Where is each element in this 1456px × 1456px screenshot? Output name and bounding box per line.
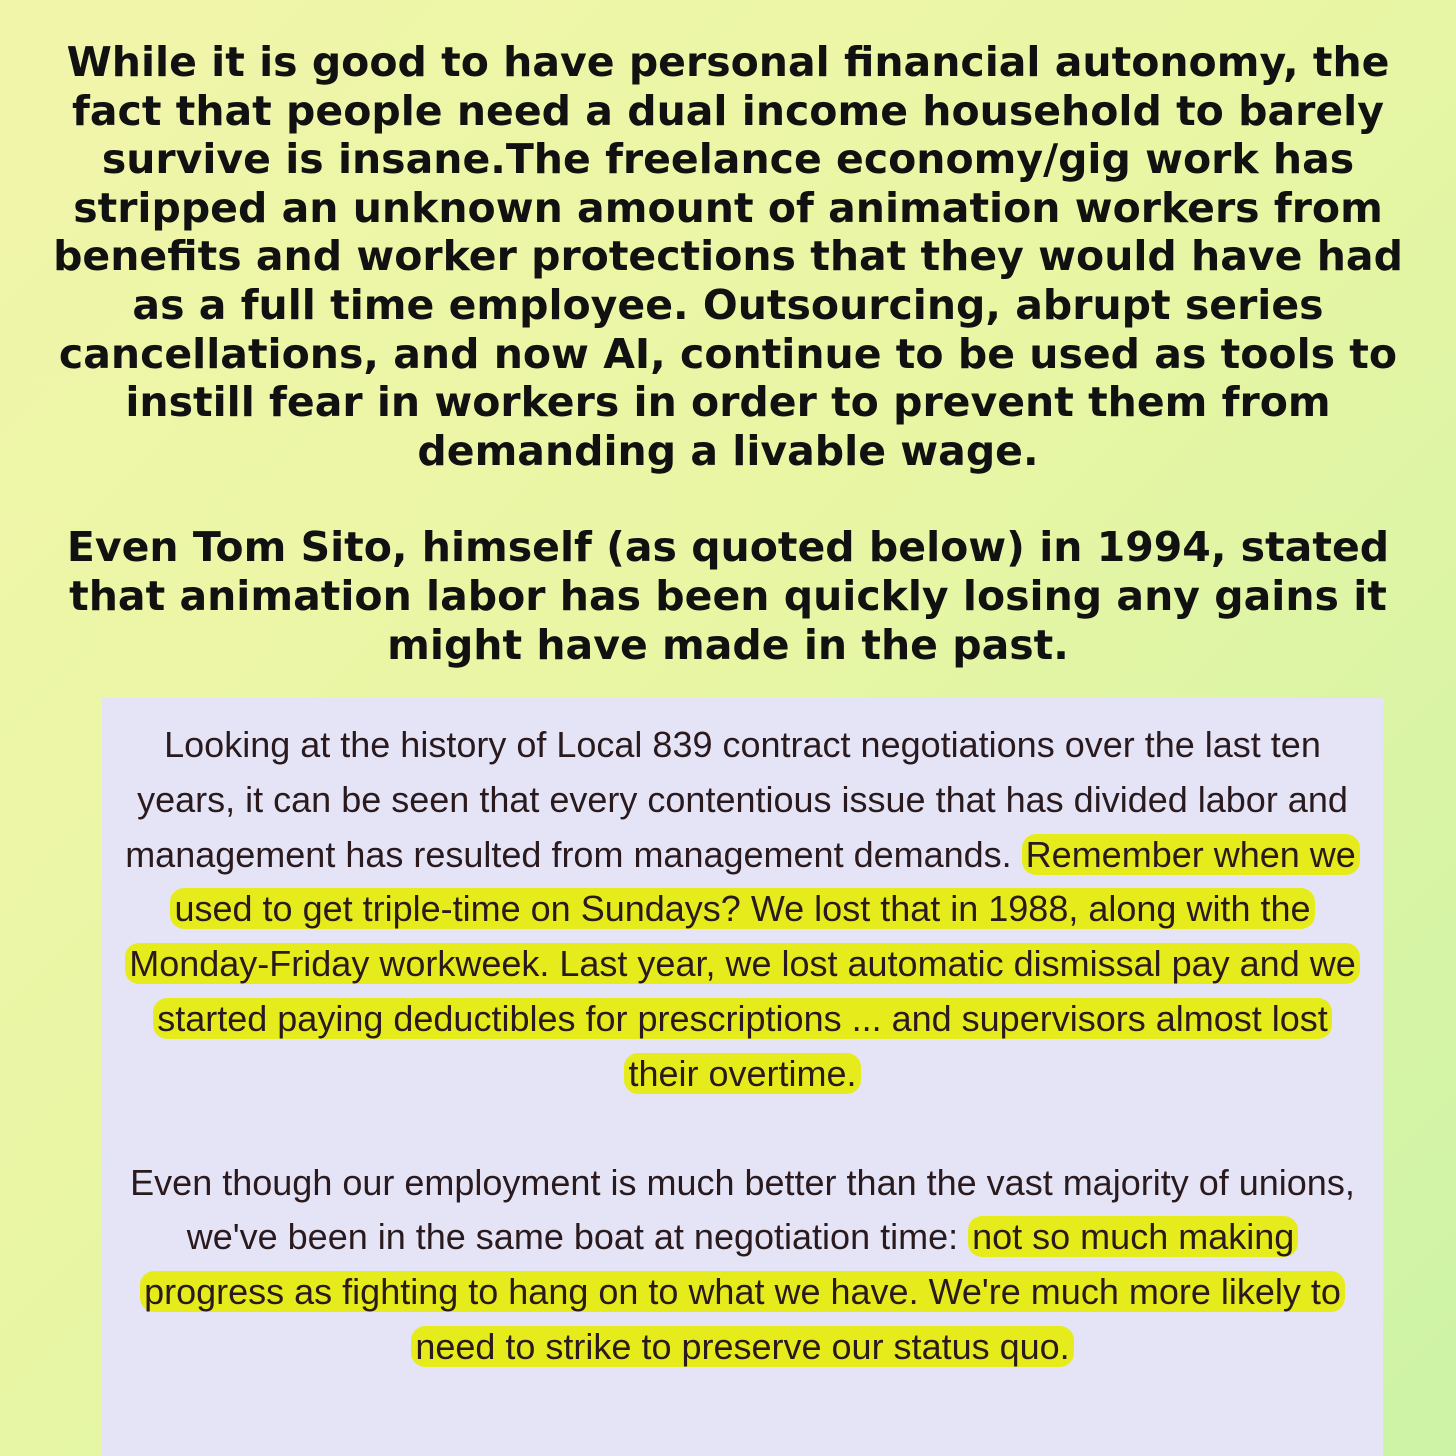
quote-plain-text: Even though our employment is much better than the vast majority of unions, we've been in the same boat at negotiation time: xyxy=(130,1161,1355,1258)
commentary-paragraph-1: While it is good to have personal financial autonomy, the fact that people need a dual income household to barely survive is insane.The freelance economy/gig work has stripped an unknown amount of animation workers from benefits and worker protections that they would have had as a full time employee. Outsourcing, abrupt series cancellations, and now AI, continue to be used as tools to instill fear in workers in order to prevent them from demanding a livable wage. xyxy=(53,38,1403,475)
commentary-text xyxy=(40,38,1416,669)
quote-paragraph-2 xyxy=(120,1156,1365,1375)
commentary-paragraph-2: Even Tom Sito, himself (as quoted below) in 1994, stated that animation labor has been quickly losing any gains it might have made in the past. xyxy=(66,523,1390,669)
highlighted-text: not so much making progress as fighting to hang on to what we have. We're much more likely to need to strike to preserve our status quo. xyxy=(140,1216,1345,1367)
quote-paragraph-1 xyxy=(120,718,1365,1102)
quote-excerpt-card xyxy=(102,698,1383,1456)
highlighted-text: Remember when we used to get triple-time on Sundays? We lost that in 1988, along with the Monday-Friday workweek. Last year, we lost automatic dismissal pay and we started paying deductibles for prescriptions ... and supervisors almost lost their overtime. xyxy=(125,834,1360,1094)
quote-plain-text: Looking at the history of Local 839 contract negotiations over the last ten years, it can be seen that every contentious issue that has divided labor and management has resulted from management demands. xyxy=(125,724,1348,875)
